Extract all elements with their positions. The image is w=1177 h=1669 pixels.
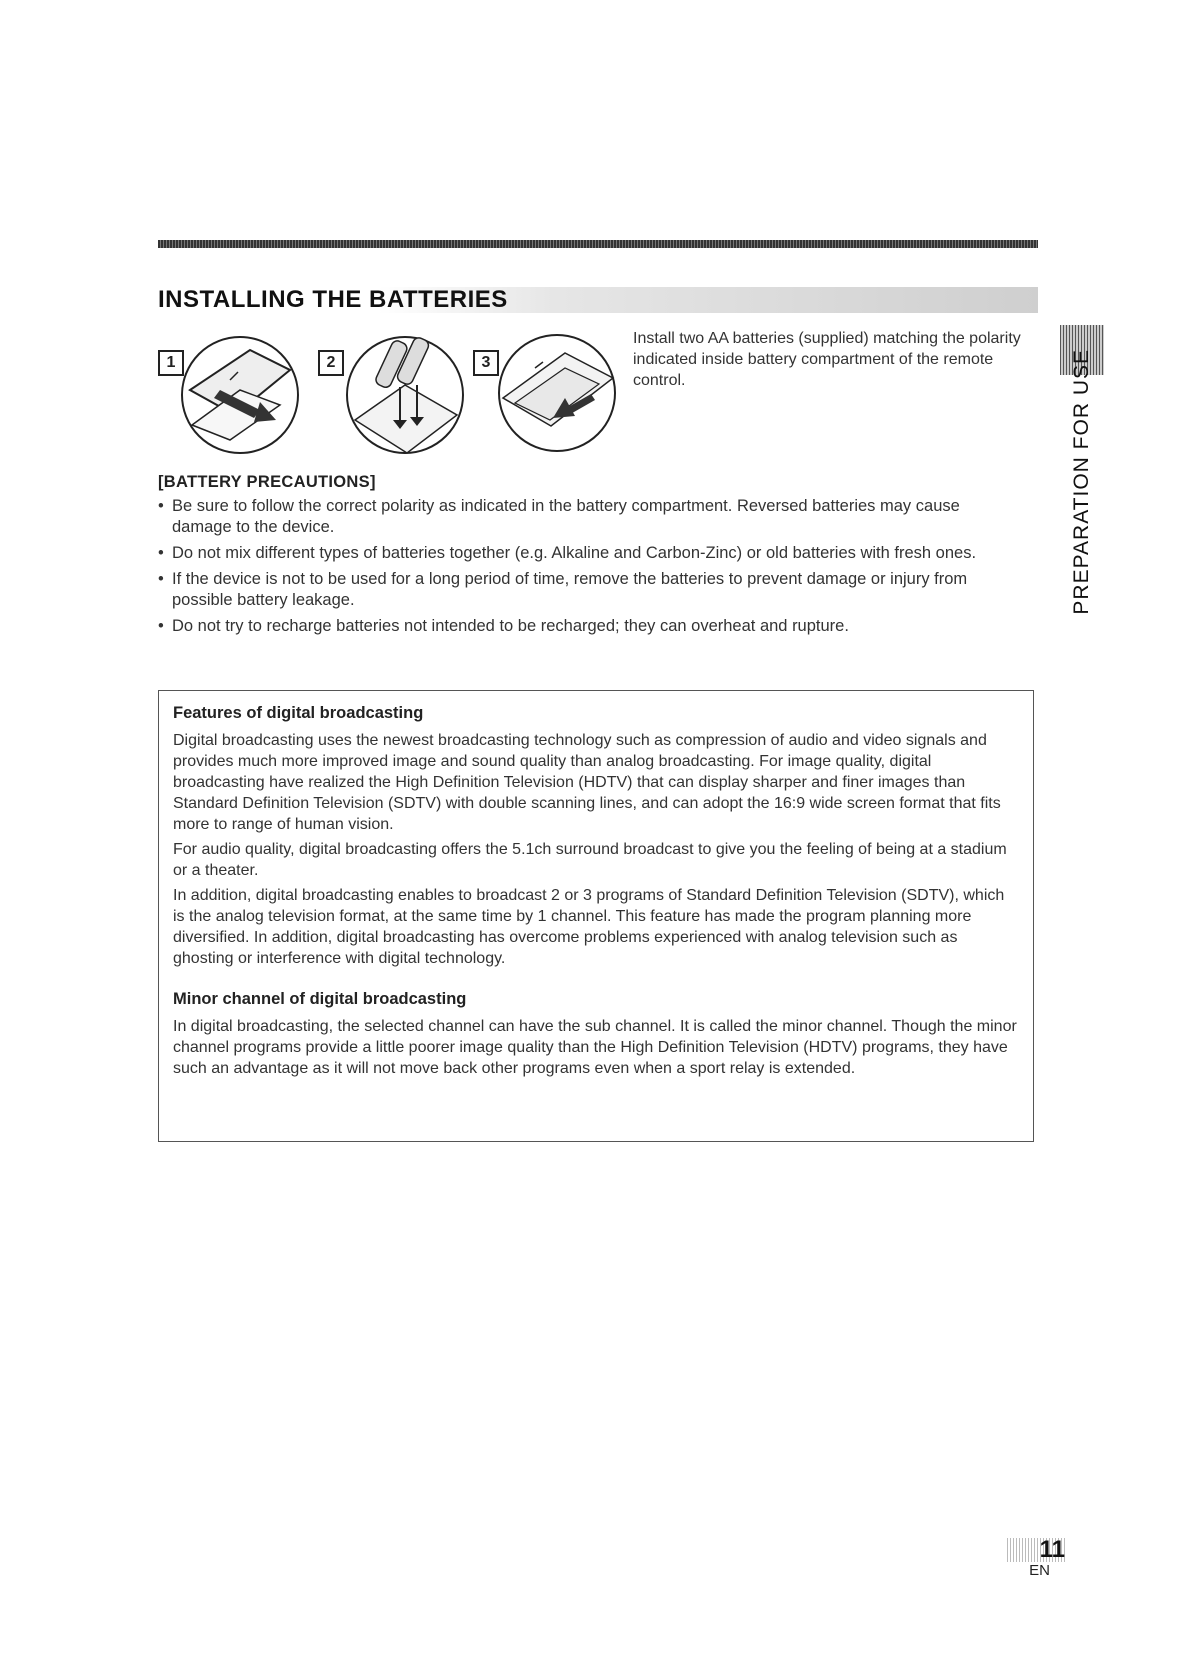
precaution-item: • Do not mix different types of batteries together (e.g. Alkaline and Carbon-Zinc) or old batteries with fresh ones. bbox=[158, 543, 1020, 564]
top-rule bbox=[158, 240, 1038, 248]
step-3-label: 3 bbox=[473, 350, 499, 376]
page-number: 11 bbox=[1005, 1538, 1065, 1562]
precaution-item: • Be sure to follow the correct polarity as indicated in the battery compartment. Reversed batteries may cause damage to the device. bbox=[158, 496, 1020, 538]
precautions-heading: [BATTERY PRECAUTIONS] bbox=[158, 473, 376, 491]
minor-channel-heading: Minor channel of digital broadcasting bbox=[173, 990, 467, 1008]
features-paragraph: For audio quality, digital broadcasting offers the 5.1ch surround broadcast to give you the feeling of being at a stadium or a theater. bbox=[173, 841, 1007, 879]
side-tab-label-wrap bbox=[1060, 349, 1104, 615]
precaution-item: • Do not try to recharge batteries not intended to be recharged; they can overheat and rupture. bbox=[158, 616, 1020, 637]
step-2-label: 2 bbox=[318, 350, 344, 376]
features-paragraph: In addition, digital broadcasting enables to broadcast 2 or 3 programs of Standard Definition Television (SDTV), which is the analog television format, at the same time by 1 channel. This feature has made the program planning more diversified. In addition, digital broadcasting has overcome problems experienced with analog television such as ghosting or interference with digital technology. bbox=[173, 887, 1005, 967]
features-heading: Features of digital broadcasting bbox=[173, 704, 424, 722]
step-2-illustration bbox=[345, 325, 465, 460]
minor-channel-paragraph: In digital broadcasting, the selected channel can have the sub channel. It is called the minor channel. Though the minor channel programs provide a little poorer image quality than the High Definition Television (HDTV) programs, they have such an advantage as it will not move back other programs even when a sport relay is extended. bbox=[173, 1018, 1017, 1077]
side-tab-label: PREPARATION FOR USE bbox=[1070, 349, 1093, 615]
section-title: INSTALLING THE BATTERIES bbox=[158, 286, 508, 313]
digital-broadcasting-info-box bbox=[158, 690, 1034, 1142]
precautions-list bbox=[158, 496, 1020, 642]
section-header bbox=[158, 287, 1038, 313]
step-1-illustration bbox=[180, 330, 300, 460]
install-instructions: Install two AA batteries (supplied) matching the polarity indicated inside battery compartment of the remote control. bbox=[633, 330, 1021, 389]
page-language: EN bbox=[1029, 1562, 1050, 1579]
features-paragraph: Digital broadcasting uses the newest broadcasting technology such as compression of audio and video signals and provides much more improved image and sound quality than analog broadcasting. For image quality, digital broadcasting have realized the High Definition Television (HDTV) that can display sharper and finer images than Standard Definition Television (SDTV) with double scanning lines, and can adopt the 16:9 wide screen format that fits more to range of human vision. bbox=[173, 732, 1001, 833]
spacer bbox=[173, 973, 1019, 989]
step-1-label: 1 bbox=[158, 350, 184, 376]
precaution-item: • If the device is not to be used for a long period of time, remove the batteries to prevent damage or injury from possible battery leakage. bbox=[158, 569, 1020, 611]
step-3-illustration bbox=[495, 328, 619, 458]
